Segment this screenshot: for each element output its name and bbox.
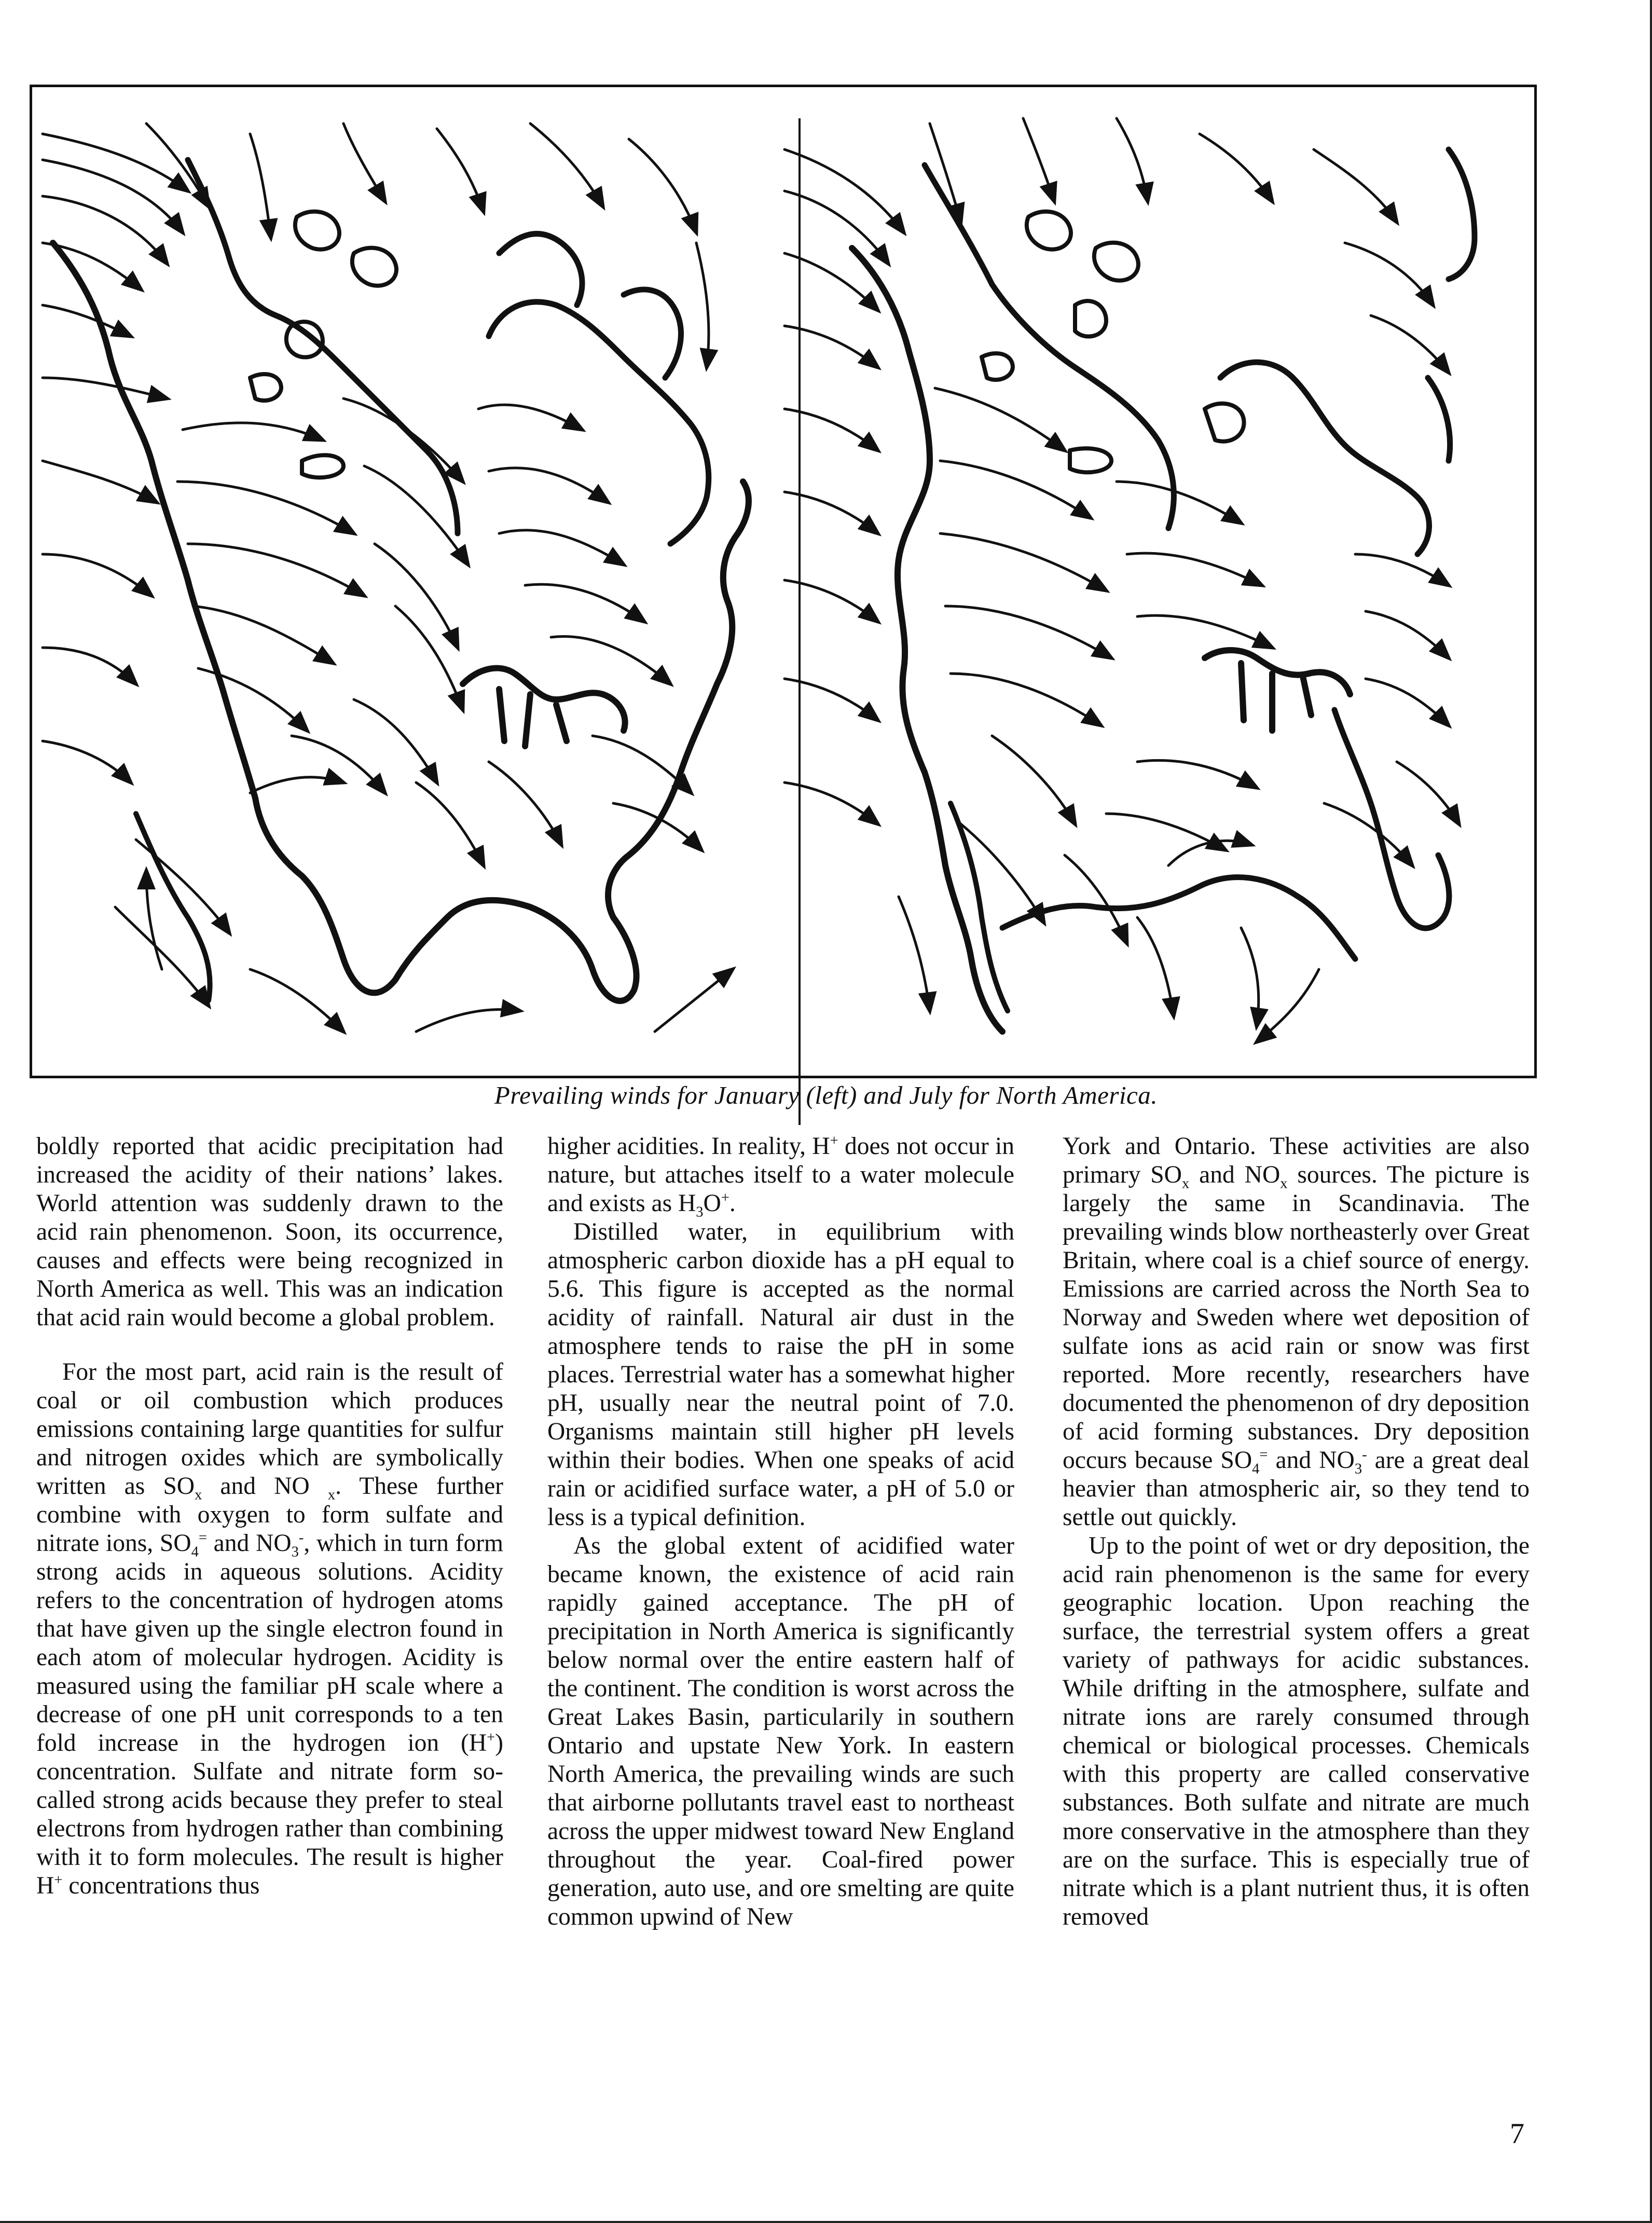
- paragraph: For the most part, acid rain is the result of coal or oil combustion which produces emissions containing large quantities for sulfur and nitrogen oxides which are symbolically written as $SO_x$ and NO $_x$. These further combine with oxygen to form sulfate and nitrate ions, $SO_4^=$ and $NO_3^-$, which in turn form strong acids in aqueous solutions. Acidity refers to the concentration of hydrogen atoms that have given up the single electron found in each atom of molecular hydrogen. Acidity is measured using the familiar pH scale where a decrease of one pH unit corresponds to a ten fold increase in the hydrogen ion (H+) concentration. Sulfate and nitrate form so-called strong acids because they prefer to steal electrons from hydrogen rather than combining with it to form molecules. The result is higher H+ concentrations thus: [36, 1359, 503, 1899]
- july-arctic-islands: [982, 212, 1244, 473]
- july-streamlines: [784, 118, 1459, 1042]
- text-column-2: [547, 1132, 1014, 1931]
- map-divider: [799, 118, 801, 1125]
- july-greenland: [1449, 149, 1475, 279]
- july-gulf-coast: [1002, 877, 1355, 959]
- july-hudson-bay: [1220, 362, 1450, 554]
- text-column-1: [36, 1132, 503, 1900]
- january-great-lakes: [463, 668, 625, 746]
- july-arctic-coast: [925, 165, 1174, 528]
- paragraph: Distilled water, in equilibrium with atmospheric carbon dioxide has a pH equal to 5.6. This figure is accepted as the normal acidity of rainfall. Natural air dust in the atmosphere tends to raise the pH in some places. Terrestrial water has a somewhat higher pH, usually near the neutral point of 7.0. Organisms maintain still higher pH levels within their bodies. When one speaks of acid rain or acidified surface water, a pH of 5.0 or less is a typical definition.: [547, 1218, 1014, 1531]
- january-wind-map: [43, 124, 749, 1032]
- january-hudson-bay: [489, 302, 709, 544]
- paragraph: Up to the point of wet or dry deposition, the acid rain phenomenon is the same for every geographic location. Upon reaching the surface, the terrestrial system offers a great variety of pathways for acidic substances. While drifting in the atmosphere, sulfate and nitrate ions are rarely consumed through chemical or biological processes. Chemicals with this property are called conservative substances. Both sulfate and nitrate are much more conservative in the atmosphere than they are on the surface. This is especially true of nitrate which is a plant nutrient thus, it is often removed: [1063, 1532, 1530, 1930]
- july-east-coast: [1334, 710, 1449, 928]
- paragraph: As the global extent of acidified water became known, the existence of acid rain rapidly gained acceptance. The pH of precipitation in North America is significantly below normal over the entire eastern half of the continent. The condition is worst across the Great Lakes Basin, particularily in southern Ontario and upstate New York. In eastern North America, the prevailing winds are such that airborne pollutants travel east to northeast across the upper midwest toward New England throughout the year. Coal-fired power generation, auto use, and ore smelting are quite common upwind of New: [547, 1532, 1014, 1930]
- wind-maps-svg: [32, 87, 1539, 1081]
- paragraph: higher acidities. In reality, H+ does not occur in nature, but attaches itself to a water molecule and exists as $H_3O^+$.: [547, 1133, 1014, 1220]
- page-number: 7: [1510, 2118, 1524, 2150]
- paragraph: boldly reported that acidic precipitation had increased the acidity of their nations’ lakes. World attention was suddenly drawn to the acid rain phenomenon. Soon, its occurrence, causes and effects were being recognized in North America as well. This was an indication that acid rain would become a global problem.: [36, 1133, 503, 1331]
- figure-caption: Prevailing winds for January (left) and July for North America.: [494, 1081, 1158, 1109]
- paragraph: York and Ontario. These activities are also primary $SO_x$ and $NO_x$ sources. The picture is largely the same in Scandinavia. The prevailing winds blow northeasterly over Great Britain, where coal is a chief source of energy. Emissions are carried across the North Sea to Norway and Sweden where wet deposition of sulfate ions as acid rain or snow was first reported. More recently, researchers have documented the phenomenon of dry deposition of acid forming substances. Dry deposition occurs because $SO_4^=$ and $NO_3^-$ are a great deal heavier than atmospheric air, so they tend to settle out quickly.: [1063, 1133, 1530, 1531]
- text-column-3: [1063, 1132, 1530, 1931]
- wind-maps-figure: [30, 85, 1537, 1078]
- july-great-lakes: [1205, 650, 1350, 731]
- january-arctic-islands: [250, 212, 396, 401]
- july-wind-map: [784, 118, 1475, 1042]
- january-lake: [302, 455, 343, 477]
- january-streamlines: [43, 124, 733, 1032]
